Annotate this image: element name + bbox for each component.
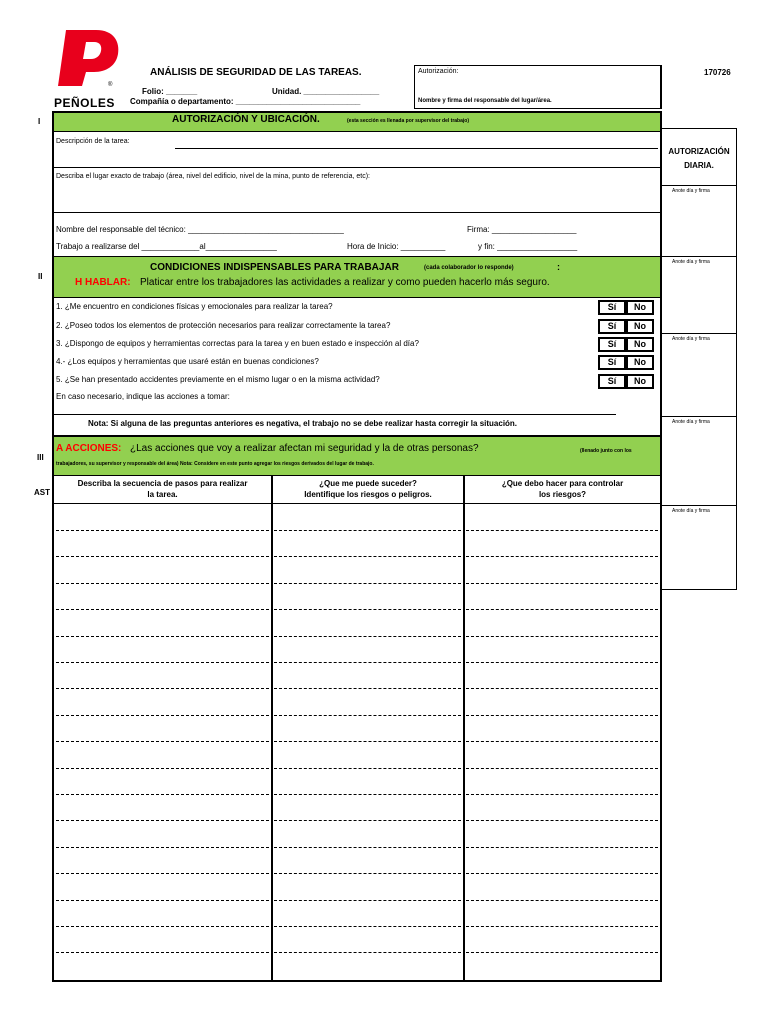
section-2-colon: : [557,262,560,272]
ast-writing-line[interactable] [56,556,269,557]
col-1-header-line1: Describa la secuencia de pasos para realizar [77,479,248,488]
ast-writing-line[interactable] [466,741,658,742]
fin-field[interactable]: y fin: __________________ [478,242,578,251]
acciones-input-line[interactable] [54,414,616,415]
section-2-number: II [38,272,43,281]
autorizacion-label: Autorización: [418,68,459,75]
ast-writing-line[interactable] [466,768,658,769]
descripcion-input-line-2[interactable] [54,167,660,168]
ast-writing-line[interactable] [274,556,461,557]
ast-writing-line[interactable] [466,556,658,557]
lugar-input-line[interactable] [54,212,660,213]
question-4-si[interactable]: Sí [598,355,626,370]
question-1: 1. ¿Me encuentro en condiciones físicas y emocionales para realizar la tarea? [56,302,333,311]
table-column-divider [463,475,465,981]
ast-label: AST [34,488,50,497]
ast-writing-line[interactable] [274,794,461,795]
form-code: 170726 [704,68,731,77]
col-3-header-line2: los riesgos? [538,490,587,499]
autorizacion-diaria-panel [661,128,737,590]
sidebar-divider [661,256,737,257]
col-2-header-line2: Identifique los riesgos o peligros. [304,490,432,499]
nota-negativa: Nota: Si alguna de las preguntas anteriores es negativa, el trabajo no se debe realizar hasta corregir la situación. [88,419,518,428]
ast-writing-line[interactable] [274,662,461,663]
col-3-header [465,478,660,500]
question-2: 2. ¿Poseo todos los elementos de protección necesarios para realizar correctamente la tarea? [56,321,391,330]
ast-writing-line[interactable] [56,847,269,848]
registered-mark: ® [108,82,113,88]
question-3: 3. ¿Dispongo de equipos y herramientas correctas para la tarea y en buen estado e inspección al día? [56,339,419,348]
ast-writing-line[interactable] [274,688,461,689]
sidebar-slot-5[interactable]: Anote día y firma [672,508,710,514]
acciones-note-1: (llenado junto con los [580,448,632,454]
ast-writing-line[interactable] [274,583,461,584]
ast-writing-line[interactable] [274,900,461,901]
brand-name: PEÑOLES [54,96,115,110]
question-5-no[interactable]: No [626,374,654,389]
autorizacion-diaria-text: AUTORIZACIÓN DIARIA. [668,147,730,170]
ast-writing-line[interactable] [56,741,269,742]
col-2-header [273,478,463,500]
section-2-note: (cada colaborador lo responde) [424,265,514,271]
ast-writing-line[interactable] [466,609,658,610]
ast-writing-line[interactable] [274,715,461,716]
ast-writing-line[interactable] [466,688,658,689]
question-2-si[interactable]: Sí [598,319,626,334]
ast-writing-line[interactable] [56,952,269,953]
ast-writing-line[interactable] [466,583,658,584]
section-1-number: I [38,117,41,126]
table-header-bottom [54,503,660,504]
page-title: ANÁLISIS DE SEGURIDAD DE LAS TAREAS. [150,67,362,78]
ast-writing-line[interactable] [466,847,658,848]
col-2-header-line1: ¿Que me puede suceder? [319,479,417,488]
responsable-field[interactable]: Nombre del responsable del técnico: ___________________________________ [56,225,344,234]
ast-writing-line[interactable] [56,609,269,610]
sidebar-slot-2[interactable]: Anote día y firma [672,259,710,265]
question-2-no[interactable]: No [626,319,654,334]
ast-writing-line[interactable] [274,741,461,742]
ast-writing-line[interactable] [466,820,658,821]
question-1-no[interactable]: No [626,300,654,315]
sidebar-divider [661,505,737,506]
ast-writing-line[interactable] [274,873,461,874]
acciones-tomar-label: En caso necesario, indique las acciones a tomar: [56,392,230,401]
ast-writing-line[interactable] [56,926,269,927]
ast-writing-line[interactable] [466,636,658,637]
ast-writing-line[interactable] [466,715,658,716]
ast-writing-line[interactable] [466,926,658,927]
question-5: 5. ¿Se han presentado accidentes previamente en el mismo lugar o en la misma actividad? [56,375,380,384]
col-1-header [54,478,271,500]
ast-writing-line[interactable] [56,900,269,901]
question-3-si[interactable]: Sí [598,337,626,352]
ast-writing-line[interactable] [56,794,269,795]
ast-writing-line[interactable] [274,820,461,821]
question-4: 4.- ¿Los equipos y herramientas que usaré están en buenas condiciones? [56,357,319,366]
section-3-number: III [37,453,44,462]
question-5-si[interactable]: Sí [598,374,626,389]
table-header-top [54,475,660,476]
hablar-label: H HABLAR: [75,277,131,288]
question-1-si[interactable]: Sí [598,300,626,315]
ast-writing-line[interactable] [56,820,269,821]
hablar-text: Platicar entre los trabajadores las actividades a realizar y como pueden hacerlo más seguro. [140,277,550,288]
question-3-no[interactable]: No [626,337,654,352]
section-2-title: CONDICIONES INDISPENSABLES PARA TRABAJAR [150,262,399,273]
col-3-header-line1: ¿Que debo hacer para controlar [501,479,624,488]
folio-field[interactable]: Folio: _______ [142,87,198,96]
ast-writing-line[interactable] [56,636,269,637]
acciones-note-2: trabajadores, su supervisor y responsable del área) Nota: Considere en este punto agregar los riesgos derivados del lugar de trabajo. [56,461,374,467]
ast-writing-line[interactable] [56,583,269,584]
ast-writing-line[interactable] [466,794,658,795]
ast-writing-line[interactable] [274,926,461,927]
ast-writing-line[interactable] [56,873,269,874]
sidebar-divider [661,416,737,417]
ast-writing-line[interactable] [274,768,461,769]
ast-writing-line[interactable] [56,688,269,689]
ast-writing-line[interactable] [466,530,658,531]
hora-inicio-field[interactable]: Hora de Inicio: __________ [347,242,446,251]
ast-writing-line[interactable] [466,873,658,874]
col-1-header-line2: la tarea. [147,490,178,499]
nombre-firma-label: Nombre y firma del responsable del lugar/área. [418,98,552,104]
ast-writing-line[interactable] [274,636,461,637]
sidebar-slot-1[interactable]: Anote día y firma [672,188,710,194]
ast-writing-line[interactable] [466,952,658,953]
ast-writing-line[interactable] [56,530,269,531]
frame-bottom [52,980,662,982]
ast-writing-line[interactable] [274,952,461,953]
ast-writing-line[interactable] [466,662,658,663]
section-divider [54,297,660,298]
sidebar-divider [661,185,737,186]
trabajo-del-field[interactable]: Trabajo a realizarse del _____________al________________ [56,242,277,251]
penoles-logo [56,28,122,90]
ast-writing-line[interactable] [274,847,461,848]
section-1-title: AUTORIZACIÓN Y UBICACIÓN. [172,114,320,125]
lugar-label: Describa el lugar exacto de trabajo (área, nivel del edificio, nivel de la mina, punto de referencia, etc): [56,173,371,180]
ast-writing-line[interactable] [274,609,461,610]
acciones-text: ¿Las acciones que voy a realizar afectan mi seguridad y la de otras personas? [130,443,479,454]
section-1-note: (esta sección es llenada por supervisor del trabajo) [347,118,469,124]
firma-field[interactable]: Firma: ___________________ [467,225,577,234]
autorizacion-diaria-title [662,145,736,173]
ast-writing-line[interactable] [274,530,461,531]
descripcion-label: Descripción de la tarea: [56,138,130,145]
frame-left [52,111,54,982]
ast-writing-line[interactable] [466,900,658,901]
ast-writing-line[interactable] [56,768,269,769]
ast-writing-line[interactable] [56,662,269,663]
ast-writing-line[interactable] [56,715,269,716]
unidad-field[interactable]: Unidad. _________________ [272,87,380,96]
sidebar-slot-4[interactable]: Anote día y firma [672,419,710,425]
sidebar-slot-3[interactable]: Anote día y firma [672,336,710,342]
compania-field[interactable]: Compañía o departamento: ____________________________ [130,97,361,106]
section-1-divider [54,131,660,132]
question-4-no[interactable]: No [626,355,654,370]
descripcion-input-line[interactable] [175,148,658,149]
sidebar-divider [661,333,737,334]
table-column-divider [271,475,273,981]
acciones-label: A ACCIONES: [56,443,122,454]
